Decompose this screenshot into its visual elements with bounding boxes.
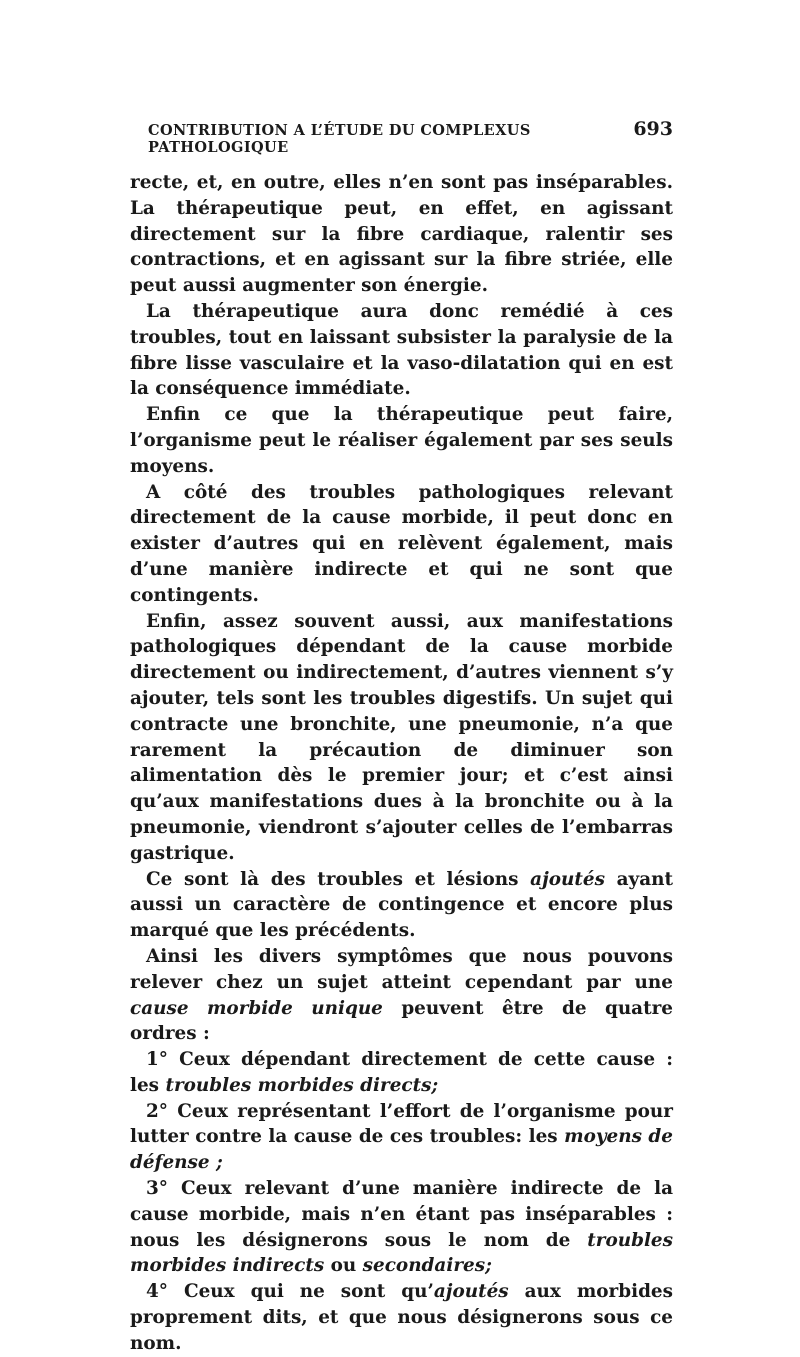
list-item-4 (130, 1279, 673, 1356)
paragraph-2: La thérapeutique aura donc remédié à ces troubles, tout en laissant subsister la paralysie de la fibre lisse vasculaire et la vaso-dilatation qui en est la conséquence immédiate. (130, 300, 673, 400)
running-header (148, 118, 673, 156)
list-item-3 (130, 1176, 673, 1279)
paragraph-7-text-b: peuvent être de quatre ordres : (130, 997, 673, 1045)
list-item-3-text: 3° Ceux relevant d’une manière indirecte de la cause morbide, mais n’en étant pas inséparables : nous les désignerons sous le nom de (130, 1178, 673, 1251)
paragraph-4: A côté des troubles pathologiques relevant directement de la cause morbide, il peut donc en exister d’autres qui en relèvent également, mais d’une manière indirecte et qui ne sont que contingents. (130, 481, 673, 606)
list-item-1-italic: troubles morbides directs; (165, 1074, 439, 1096)
list-item-4-italic: ajoutés (433, 1281, 509, 1303)
list-item-2-text: 2° Ceux représentant l’effort de l’organisme pour lutter contre la cause de ces troubles: les (130, 1100, 673, 1148)
list-item-4-text-a: 4° Ceux qui ne sont qu’ (146, 1281, 434, 1303)
paragraph-6-text-b: ayant aussi un caractère de contingence et encore plus marqué que les précédents. (130, 868, 673, 942)
paragraph-1: recte, et, en outre, elles n’en sont pas inséparables. La thérapeutique peut, en effet, en agissant directement sur la fibre cardiaque, ralentir ses contractions, et en agissant sur la fibre striée, elle peut aussi augmenter son énergie. (130, 172, 673, 297)
list-item-1-text: 1° Ceux dépendant directement de cette cause : les (130, 1049, 673, 1096)
list-item-3-italic-2: secondaires; (362, 1255, 492, 1277)
paragraph-6 (130, 867, 673, 944)
list-item-2 (130, 1099, 673, 1176)
paragraph-6-italic: ajoutés (530, 868, 605, 890)
list-item-3-text-mid: ou (324, 1255, 363, 1277)
list-item-4-text-b: aux morbides proprement dits, et que nous désignerons sous ce nom. (130, 1281, 673, 1354)
paragraph-7 (130, 944, 673, 1047)
page-number: 693 (633, 118, 673, 140)
body-text (130, 170, 673, 1357)
paragraph-7-italic: cause morbide unique (130, 997, 383, 1019)
book-page (130, 118, 673, 1357)
paragraph-5: Enfin, assez souvent aussi, aux manifestations pathologiques dépendant de la cause morbide directement ou indirectement, d’autres viennent s’y ajouter, tels sont les troubles digestifs. Un sujet qui contracte une bronchite, une pneumonie, n’a que rarement la précaution de diminuer son alimentation dès le premier jour; et c’est ainsi qu’aux manifestations dues à la bronchite ou à la pneumonie, viendront s’ajouter celles de l’embarras gastrique. (130, 610, 673, 864)
running-title: CONTRIBUTION A L’ÉTUDE DU COMPLEXUS PATHOLOGIQUE (148, 122, 531, 156)
paragraph-6-text-a: Ce sont là des troubles et lésions (146, 868, 531, 890)
paragraph-7-text-a: Ainsi les divers symptômes que nous pouvons relever chez un sujet atteint cependant par une (130, 945, 673, 993)
list-item-3-italic-1: troubles morbides indirects (130, 1229, 673, 1277)
list-item-1 (130, 1047, 673, 1099)
paragraph-3: Enfin ce que la thérapeutique peut faire, l’organisme peut le réaliser également par ses seuls moyens. (130, 404, 673, 477)
list-item-2-italic: moyens de défense ; (130, 1126, 673, 1174)
